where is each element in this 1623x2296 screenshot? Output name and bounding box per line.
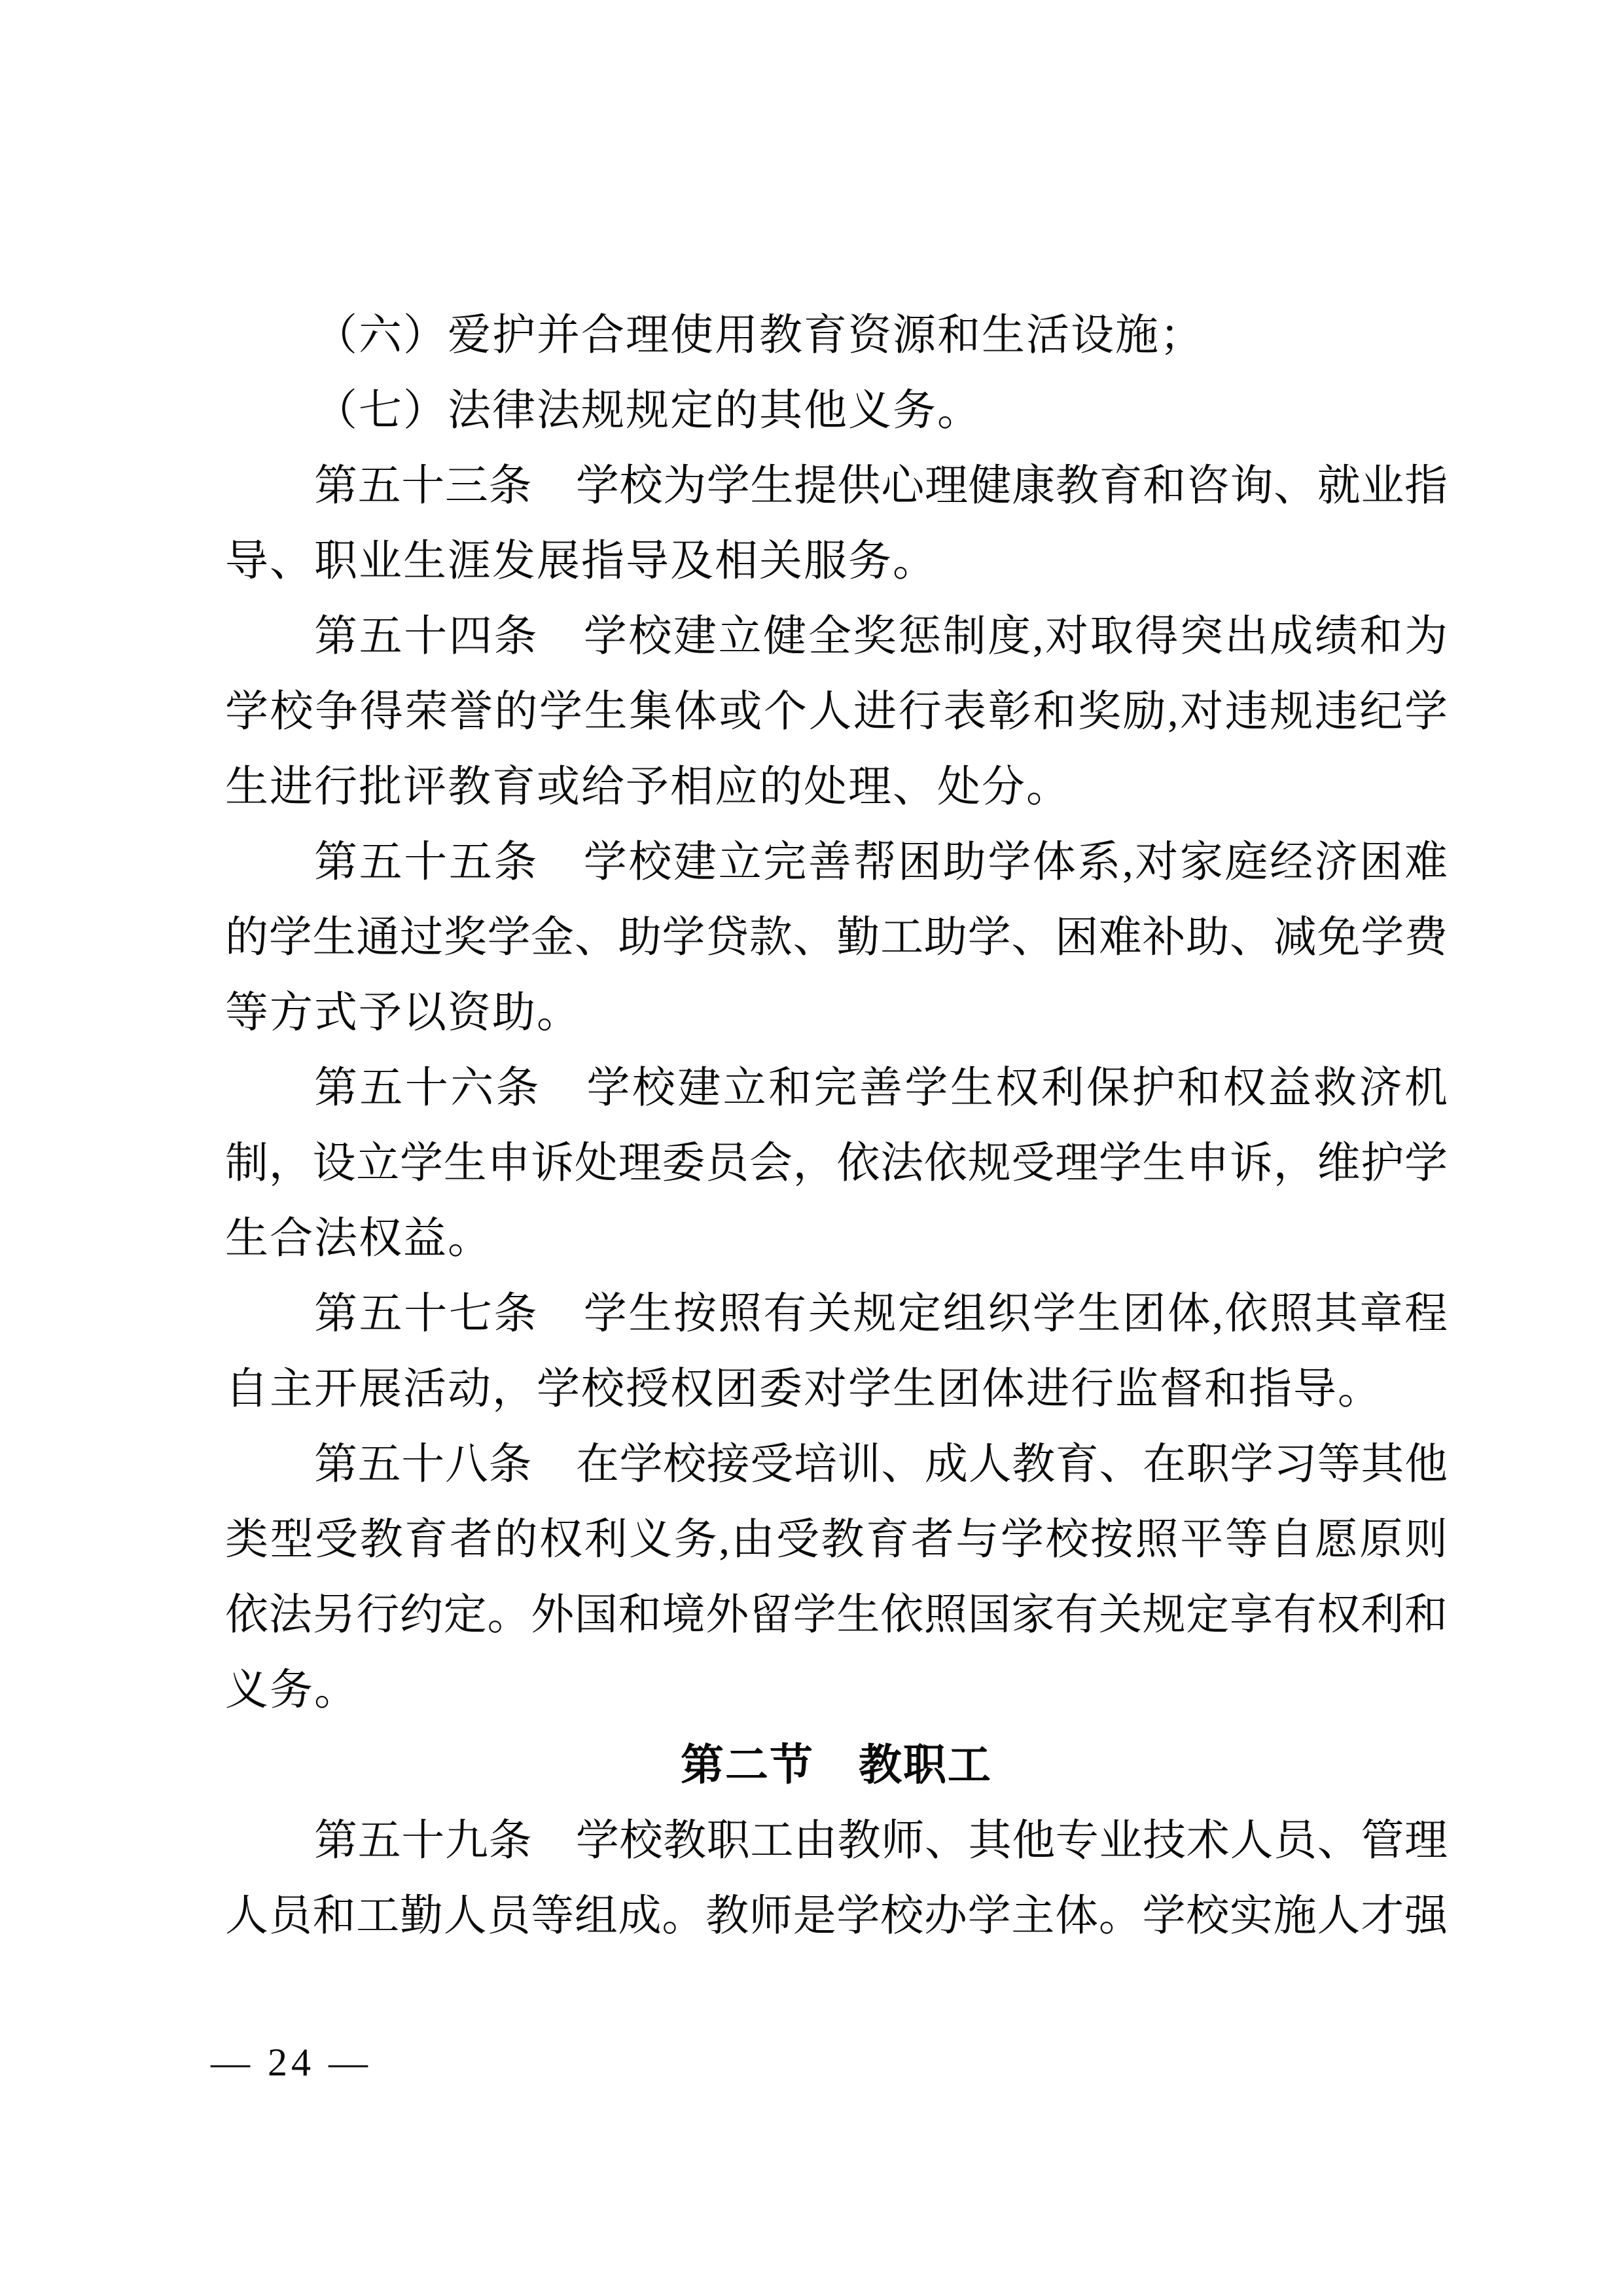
article-59-line-2: 人员和工勤人员等组成。教师是学校办学主体。学校实施人才强 xyxy=(225,1892,1448,1940)
article-53-line-1: 第五十三条 学校为学生提供心理健康教育和咨询、就业指 xyxy=(314,462,1448,510)
article-59-line-1: 第五十九条 学校教职工由教师、其他专业技术人员、管理 xyxy=(314,1817,1448,1865)
document-body xyxy=(225,298,1448,1954)
article-55-line-1: 第五十五条 学校建立完善帮困助学体系,对家庭经济困难 xyxy=(314,838,1448,886)
article-57-line-2: 自主开展活动，学校授权团委对学生团体进行监督和指导。 xyxy=(225,1365,1382,1413)
list-item-7: （七）法律法规规定的其他义务。 xyxy=(314,387,982,435)
article-56-line-2: 制，设立学生申诉处理委员会，依法依规受理学生申诉，维护学 xyxy=(225,1139,1448,1187)
article-58-line-4: 义务。 xyxy=(225,1666,359,1714)
article-58-line-1: 第五十八条 在学校接受培训、成人教育、在职学习等其他 xyxy=(314,1441,1448,1488)
article-53-line-2: 导、职业生涯发展指导及相关服务。 xyxy=(225,537,937,585)
article-55-line-2: 的学生通过奖学金、助学贷款、勤工助学、困难补助、减免学费 xyxy=(225,914,1448,961)
article-56-line-1: 第五十六条 学校建立和完善学生权利保护和权益救济机 xyxy=(314,1064,1448,1112)
article-58-line-2: 类型受教育者的权利义务,由受教育者与学校按照平等自愿原则 xyxy=(225,1516,1448,1564)
article-54-line-2: 学校争得荣誉的学生集体或个人进行表彰和奖励,对违规违纪学 xyxy=(225,688,1448,736)
page-number: — 24 — xyxy=(211,2041,372,2084)
list-item-6: （六）爱护并合理使用教育资源和生活设施； xyxy=(314,312,1204,359)
article-54-line-1: 第五十四条 学校建立健全奖惩制度,对取得突出成绩和为 xyxy=(314,613,1448,660)
article-54-line-3: 生进行批评教育或给予相应的处理、处分。 xyxy=(225,763,1071,811)
article-57-line-1: 第五十七条 学生按照有关规定组织学生团体,依照其章程 xyxy=(314,1290,1448,1338)
article-55-line-3: 等方式予以资助。 xyxy=(225,989,581,1037)
section-heading: 第二节 教职工 xyxy=(681,1742,992,1789)
article-56-line-3: 生合法权益。 xyxy=(225,1215,492,1263)
article-58-line-3: 依法另行约定。外国和境外留学生依照国家有关规定享有权利和 xyxy=(225,1591,1448,1639)
